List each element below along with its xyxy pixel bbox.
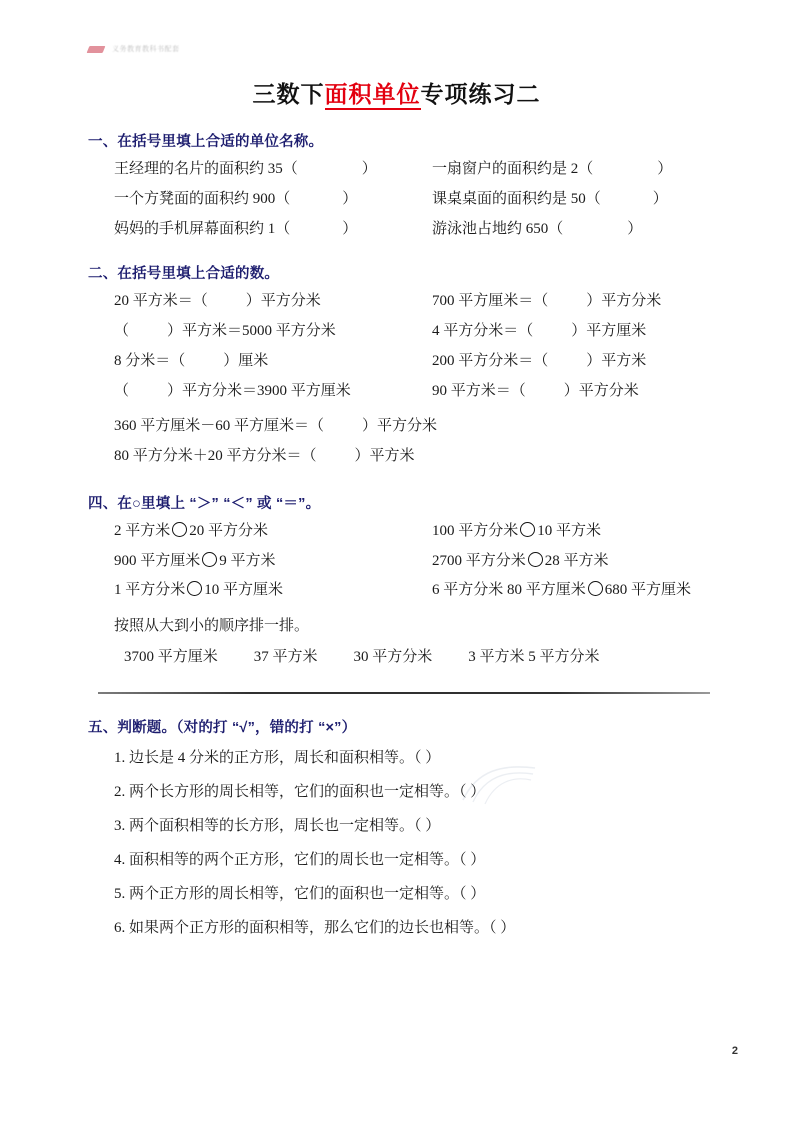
question-tail: ）平方分米 bbox=[586, 293, 662, 310]
question-tail: ）平方米 bbox=[354, 448, 415, 464]
section-4 bbox=[88, 492, 728, 666]
true-false-item[interactable]: 1. 边长是 4 分米的正方形，周长和面积相等。（ ） bbox=[114, 749, 441, 766]
question-right bbox=[428, 220, 728, 239]
paren-close: ） bbox=[342, 220, 358, 237]
section-1-heading: 一、在括号里填上合适的单位名称。 bbox=[88, 134, 324, 150]
question-left bbox=[88, 352, 428, 371]
question-text: 一扇窗户的面积约是 2（ bbox=[432, 161, 594, 177]
question-row bbox=[88, 417, 728, 436]
section-5-heading: 五、判断题。（对的打 “√”，错的打 “×”） bbox=[88, 719, 357, 736]
question-text: 8 分米＝（ bbox=[114, 352, 186, 369]
worksheet-content bbox=[88, 130, 728, 955]
ordering-item: 37 平方米 bbox=[253, 649, 318, 665]
question-left bbox=[88, 190, 428, 209]
question-tail: ）平方分米 bbox=[245, 293, 321, 310]
question-tail: ）平方分米 bbox=[563, 382, 639, 399]
compare-operand: 2 平方米 bbox=[114, 522, 171, 539]
question-left bbox=[88, 382, 428, 401]
section-5 bbox=[88, 716, 728, 937]
compare-operand: 1 平方分米 bbox=[114, 582, 186, 599]
question-row bbox=[88, 447, 728, 466]
question-tail: ）平方厘米 bbox=[571, 323, 647, 339]
ordering-item: 30 平方分米 bbox=[353, 649, 433, 665]
title-highlight: 面积单位 bbox=[325, 81, 421, 110]
section-1-rows bbox=[88, 160, 728, 238]
paren-close: ） bbox=[627, 220, 643, 237]
question-text: 王经理的名片的面积约 35（ bbox=[114, 161, 298, 177]
true-false-item[interactable]: 6. 如果两个正方形的面积相等，那么它们的边长也相等。（ ） bbox=[114, 919, 516, 936]
compare-left bbox=[88, 522, 428, 541]
comparison-circle[interactable] bbox=[520, 522, 535, 537]
question-text: 360 平方厘米－60 平方厘米＝（ bbox=[114, 418, 325, 435]
page-title bbox=[0, 76, 793, 109]
true-false-item[interactable]: 2. 两个长方形的周长相等，它们的面积也一定相等。（ ） bbox=[114, 783, 486, 800]
paren-close: ） bbox=[342, 190, 358, 207]
question-tail: ）厘米 bbox=[223, 352, 269, 369]
compare-operand: 2700 平方分米 bbox=[432, 552, 526, 569]
question-text: 游泳池占地约 650（ bbox=[432, 220, 564, 237]
section-2-heading: 二、在括号里填上合适的数。 bbox=[88, 266, 280, 283]
section-1 bbox=[88, 130, 728, 238]
compare-right bbox=[428, 581, 728, 600]
question-right bbox=[428, 322, 728, 341]
masthead-logo bbox=[88, 44, 180, 54]
true-false-item[interactable]: 3. 两个面积相等的长方形，周长也一定相等。（ ） bbox=[114, 817, 441, 834]
question-left bbox=[88, 220, 428, 239]
compare-row bbox=[88, 552, 728, 571]
title-prefix: 三数下 bbox=[252, 81, 325, 107]
page-number: 2 bbox=[731, 1045, 738, 1057]
question-row bbox=[88, 160, 728, 179]
question-text: 90 平方米＝（ bbox=[432, 382, 526, 399]
compare-operand: 100 平方分米 bbox=[432, 522, 519, 539]
compare-left bbox=[88, 581, 428, 600]
compare-row bbox=[88, 522, 728, 541]
question-row bbox=[88, 292, 728, 311]
question-tail: ）平方米 bbox=[586, 352, 647, 369]
compare-operand: 10 平方米 bbox=[537, 522, 602, 539]
question-row bbox=[88, 190, 728, 209]
true-false-item[interactable]: 4. 面积相等的两个正方形，它们的周长也一定相等。（ ） bbox=[114, 851, 486, 868]
paren-close: ） bbox=[657, 161, 673, 177]
ordering-item: 3 平方米 5 平方分米 bbox=[468, 649, 600, 665]
question-tail: ）平方分米＝3900 平方厘米 bbox=[167, 382, 351, 399]
question-left bbox=[88, 292, 428, 311]
question-text: 课桌桌面的面积约是 50（ bbox=[432, 190, 601, 207]
comparison-circle[interactable] bbox=[588, 581, 603, 596]
question-text: （ bbox=[114, 323, 130, 339]
question-text: 一个方凳面的面积约 900（ bbox=[114, 190, 291, 207]
true-false-item[interactable]: 5. 两个正方形的周长相等，它们的面积也一定相等。（ ） bbox=[114, 885, 486, 902]
question-text: 妈妈的手机屏幕面积约 1（ bbox=[114, 220, 291, 237]
section-divider bbox=[98, 692, 710, 694]
masthead-logo-text: 义务教育教科书配套 bbox=[112, 46, 180, 53]
compare-right bbox=[428, 522, 728, 541]
paren-close: ） bbox=[361, 161, 377, 177]
compare-left bbox=[88, 552, 428, 571]
question-left bbox=[88, 160, 428, 179]
question-text: 700 平方厘米＝（ bbox=[432, 293, 549, 310]
section-2-rows bbox=[88, 292, 728, 466]
ordering-item: 3700 平方厘米 bbox=[124, 649, 218, 665]
paren-close: ） bbox=[652, 190, 668, 207]
title-suffix: 专项练习二 bbox=[420, 81, 541, 107]
publisher-logo-icon bbox=[87, 46, 106, 53]
compare-operand: 9 平方米 bbox=[219, 552, 276, 569]
question-tail: ）平方米＝5000 平方分米 bbox=[167, 323, 336, 339]
question-row bbox=[88, 382, 728, 401]
compare-operand: 900 平方厘米 bbox=[114, 552, 201, 569]
question-row bbox=[88, 352, 728, 371]
question-row bbox=[88, 220, 728, 239]
compare-right bbox=[428, 552, 728, 571]
compare-operand: 10 平方厘米 bbox=[204, 582, 284, 599]
question-tail: ）平方分米 bbox=[362, 418, 438, 435]
compare-operand: 20 平方分米 bbox=[189, 522, 269, 539]
compare-operand: 6 平方分米 80 平方厘米 bbox=[432, 582, 586, 599]
question-text: （ bbox=[114, 382, 130, 399]
comparison-circle[interactable] bbox=[528, 552, 543, 567]
question-right bbox=[428, 160, 728, 179]
question-right bbox=[428, 382, 728, 401]
compare-operand: 28 平方米 bbox=[544, 552, 609, 569]
question-text: 20 平方米＝（ bbox=[114, 293, 208, 310]
comparison-circle[interactable] bbox=[172, 522, 187, 537]
section-4-heading: 四、在○里填上 “＞” “＜” 或 “＝”。 bbox=[88, 495, 321, 512]
compare-row bbox=[88, 581, 728, 600]
question-left bbox=[88, 322, 428, 341]
ordering-items bbox=[88, 645, 728, 666]
section-5-rows bbox=[88, 746, 728, 937]
section-2 bbox=[88, 262, 728, 466]
question-text: 80 平方分米＋20 平方分米＝（ bbox=[114, 448, 317, 464]
question-text: 200 平方分米＝（ bbox=[432, 352, 549, 369]
compare-operand: 680 平方厘米 bbox=[604, 582, 692, 599]
question-right bbox=[428, 292, 728, 311]
section-4-rows bbox=[88, 522, 728, 600]
question-text: 4 平方分米＝（ bbox=[432, 323, 534, 339]
question-right bbox=[428, 352, 728, 371]
question-row bbox=[88, 322, 728, 341]
question-right bbox=[428, 190, 728, 209]
comparison-circle[interactable] bbox=[202, 552, 217, 567]
ordering-subquestion: 按照从大到小的顺序排一排。 bbox=[114, 618, 310, 634]
comparison-circle[interactable] bbox=[187, 581, 202, 596]
